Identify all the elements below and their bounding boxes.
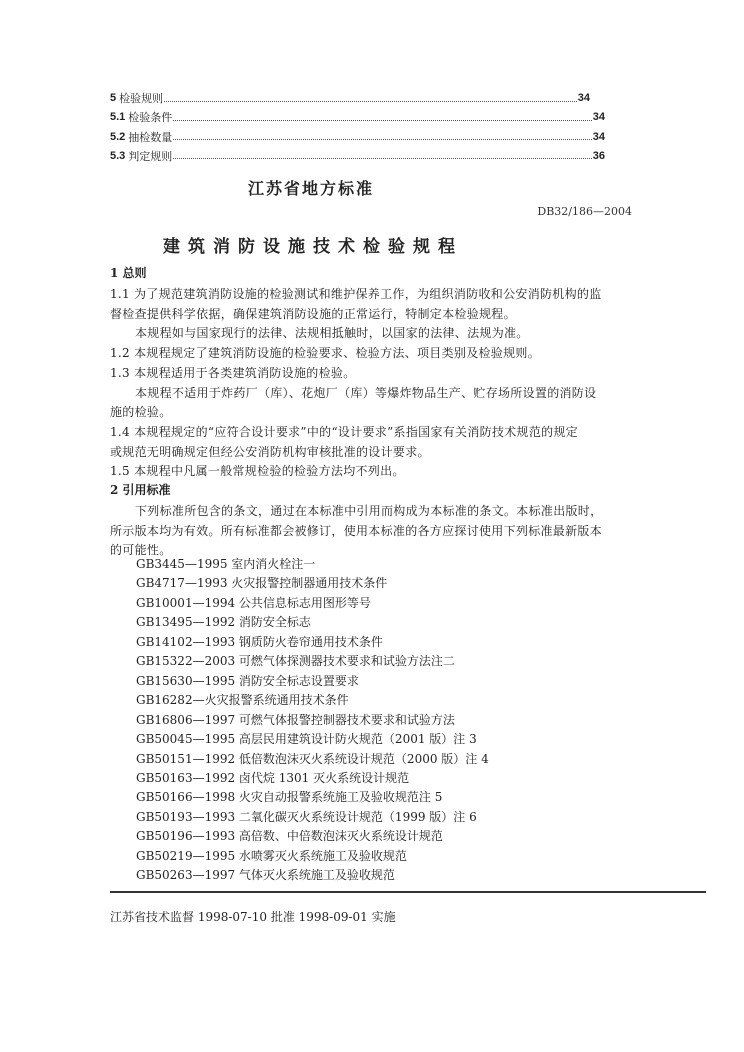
toc-entry <box>110 108 605 126</box>
toc-leader-dots <box>173 158 591 159</box>
reference-item: GB3445—1995 室内消火栓注一 <box>136 557 316 571</box>
reference-item: GB4717—1993 火灾报警控制器通用技术条件 <box>136 576 388 591</box>
paragraph-line: 本规程不适用于炸药厂（库）、花炮厂（库）等爆炸物品生产、贮存场所设置的消防设 <box>135 385 597 400</box>
toc-entry-label: 检验规则 <box>119 92 164 105</box>
paragraph-line: 下列标准所包含的条文，通过在本标准中引用而构成为本标准的条文。本标准出版时， <box>135 504 603 518</box>
toc-entry-label: 抽检数量 <box>128 130 173 144</box>
toc-entry <box>110 89 590 107</box>
paragraph-line: 1.4 本规程规定的“应符合设计要求”中的“设计要求”系指国家有关消防技术规范的规定 <box>110 424 579 439</box>
toc-entry-page: 34 <box>577 92 590 104</box>
paragraph-line: 1.2 本规程规定了建筑消防设施的检验要求、检验方法、项目类别及检验规则。 <box>110 346 541 361</box>
toc-entry-number: 5.1 <box>110 111 126 124</box>
paragraph-line: 或规范无明确规定但经公安消防机构审核批准的设计要求。 <box>110 444 430 459</box>
toc-entry <box>110 128 605 146</box>
reference-item: GB13495—1992 消防安全标志 <box>136 615 311 630</box>
toc-entry-number: 5.2 <box>110 130 126 143</box>
paragraph-line: 所示版本均为有效。所有标准都会被修订，使用本标准的各方应探讨使用下列标准最新版本 <box>110 523 603 538</box>
paragraph-line: 1.1 为了规范建筑消防设施的检验测试和维护保养工作，为组织消防收和公安消防机构的监 <box>110 287 602 301</box>
reference-item: GB16806—1997 可燃气体报警控制器技术要求和试验方法 <box>136 712 455 727</box>
reference-item: GB50193—1993 二氧化碳灭火系统设计规范（1999 版）注 6 <box>136 809 477 824</box>
toc-entry-number: 5 <box>110 92 117 104</box>
reference-item: GB10001—1994 公共信息标志用图形等号 <box>136 595 371 610</box>
toc-entry-page: 34 <box>592 130 605 143</box>
toc-entry-label: 判定规则 <box>128 149 173 163</box>
approval-footer: 江苏省技术监督 1998-07-10 批准 1998-09-01 实施 <box>110 910 396 924</box>
reference-item: GB50196—1993 高倍数、中倍数泡沫灭火系统设计规范 <box>136 829 443 844</box>
toc-entry-label: 检验条件 <box>128 111 173 125</box>
reference-item: GB15630—1995 消防安全标志设置要求 <box>136 673 359 688</box>
paragraph-line: 本规程如与国家现行的法律、法规相抵触时，以国家的法律、法规为准。 <box>135 326 529 341</box>
reference-item: GB50166—1998 火灾自动报警系统施工及验收规范注 5 <box>136 790 443 805</box>
reference-item: GB50219—1995 水喷雾灭火系统施工及验收规范 <box>136 848 407 863</box>
reference-item: GB50045—1995 高层民用建筑设计防火规范（2001 版）注 3 <box>136 732 477 747</box>
toc-leader-dots <box>173 139 591 140</box>
paragraph-line: 1.3 本规程适用于各类建筑消防设施的检验。 <box>110 365 356 380</box>
toc-leader-dots <box>173 120 591 121</box>
toc-entry-number: 5.3 <box>110 149 126 162</box>
footer-divider <box>110 891 706 893</box>
document-title: 建筑消防设施技术检验规程 <box>163 237 463 257</box>
paragraph-line: 施的检验。 <box>110 405 172 420</box>
reference-item: GB16282—火灾报警系统通用技术条件 <box>136 693 349 708</box>
reference-item: GB14102—1993 钢质防火卷帘通用技术条件 <box>136 634 383 649</box>
toc-entry-page: 36 <box>592 149 605 162</box>
toc-leader-dots <box>164 101 577 102</box>
section-heading-references: 2 引用标准 <box>110 483 171 497</box>
reference-item: GB50163—1992 卤代烷 1301 灭火系统设计规范 <box>136 770 410 785</box>
reference-item: GB50263—1997 气体灭火系统施工及验收规范 <box>136 868 395 883</box>
paragraph-line: 的可能性。 <box>110 543 172 558</box>
paragraph-line: 督检查提供科学依据，确保建筑消防设施的正常运行，特制定本检验规程。 <box>110 306 516 321</box>
section-heading-general: 1 总则 <box>110 266 147 280</box>
paragraph-line: 1.5 本规程中凡属一般常规检验的检验方法均不列出。 <box>110 464 405 479</box>
reference-item: GB15322—2003 可燃气体探测器技术要求和试验方法注二 <box>136 654 455 669</box>
toc-entry <box>110 147 605 165</box>
standard-type-heading: 江苏省地方标准 <box>248 179 375 198</box>
standard-code: DB32/186—2004 <box>537 205 632 218</box>
toc-entry-page: 34 <box>592 111 605 124</box>
reference-item: GB50151—1992 低倍数泡沫灭火系统设计规范（2000 版）注 4 <box>136 751 489 766</box>
